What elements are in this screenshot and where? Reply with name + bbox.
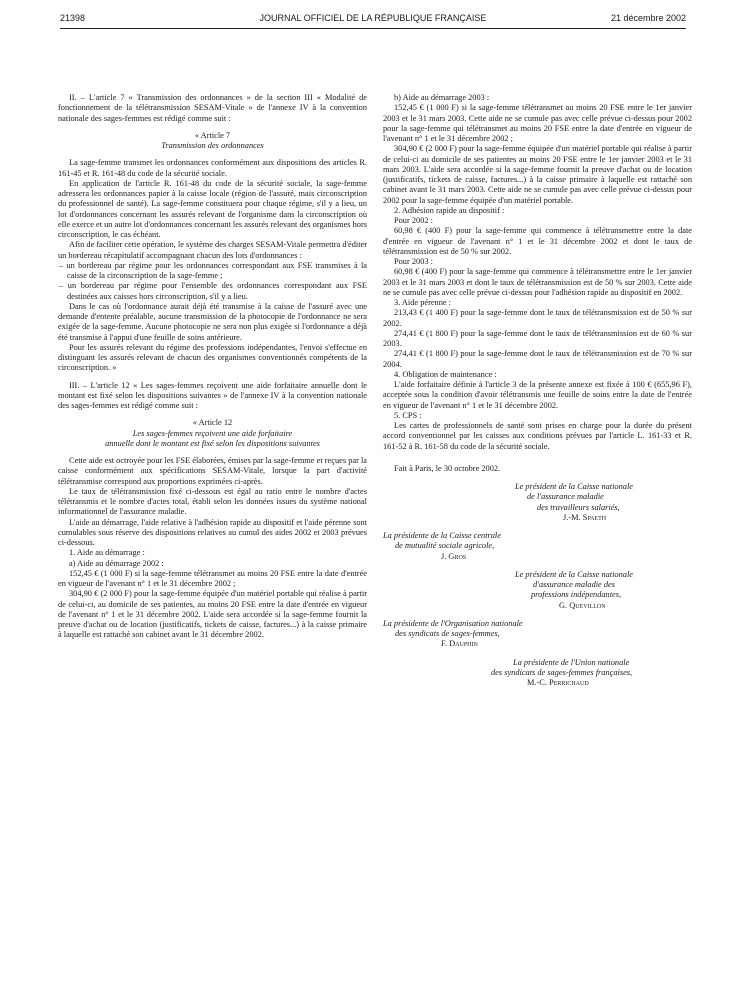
paragraph: 3. Aide pérenne : <box>394 298 451 307</box>
list-item: – un bordereau par régime pour l'ensemble des ordonnances correspondant aux FSE destinées aux caisses hors circonscription, s'il y a lieu. <box>59 281 367 301</box>
signatory-title: professions indépendantes, <box>531 590 622 600</box>
article-title: Les sages-femmes reçoivent une aide forfaitaire <box>132 428 293 438</box>
signature-block <box>383 482 692 523</box>
paragraph: Les cartes de professionnels de santé sont prises en charge pour la durée du présent accord conventionnel par les caisses aux conditions prévues par l'article L. 161-33 et R. 161-52 à R. 161-58 du code de la sécurité sociale. <box>383 421 692 451</box>
paragraph: 274,41 € (1 800 F) pour la sage-femme dont le taux de télétransmission est de 70 % sur 2004. <box>383 349 692 369</box>
paragraph: 5. CPS : <box>394 410 422 420</box>
article-title: Transmission des ordonnances <box>161 141 264 150</box>
page-header <box>60 13 686 27</box>
article-title: annuelle dont le montant est fixé selon les dispositions suivantes <box>105 438 320 448</box>
paragraph: 4. Obligation de maintenance : <box>394 369 497 379</box>
signatory-title: Le président de la Caisse nationale <box>515 482 633 491</box>
left-column <box>58 93 367 641</box>
paragraph: L'aide forfaitaire définie à l'article 3 de la présente annexe est fixée à 100 € (655,96 F), acceptée sous la condition d'avoir télétransmis une feuille de soins entre la date de l'entrée en vigueur de l'avenant n° 1 et le 31 décembre 2002. <box>383 380 692 410</box>
paragraph: b) Aide au démarrage 2003 : <box>394 93 490 102</box>
paragraph: II. – L'article 7 « Transmission des ordonnances » de la section III « Modalité de fonctionnement de la télétransmission SESAM-Vitale » de l'annexe IV à la convention nationale des sages-femmes est rédigé comme suit : <box>58 93 367 123</box>
signature-block <box>383 570 692 611</box>
signatory-title: d'assurance maladie des <box>533 580 615 589</box>
signature-block <box>383 531 692 562</box>
right-column <box>383 93 692 688</box>
paragraph: La sage-femme transmet les ordonnances conformément aux dispositions des articles R. 161-45 et R. 161-48 du code de la sécurité sociale. <box>58 158 367 178</box>
paragraph: En application de l'article R. 161-48 du code de la sécurité sociale, la sage-femme adressera les ordonnances papier à la caisse locale (région de l'assuré, mais circonscription du professionnel de santé). La sage-femme constituera pour chaque régime, s'il y a lieu, un lot d'ordonnances concernant les assurés relevant de l'organisme dans la circonscription où elle exerce et un autre lot d'ordonnances concernant les assurés relevant des organismes hors circonscription, le cas échéant. <box>58 178 367 239</box>
issue-date: 21 décembre 2002 <box>610 13 686 23</box>
paragraph: 274,41 € (1 800 F) pour la sage-femme dont le taux de télétransmission est de 60 % sur 2003. <box>383 328 692 348</box>
signatory-name: M.-C. Perrichaud <box>527 678 589 687</box>
list-item: – un bordereau par régime pour les ordonnances correspondant aux FSE transmises à la caisse de la circonscription de la sage-femme ; <box>59 260 367 280</box>
paragraph: 152,45 € (1 000 F) si la sage-femme télétransmet au moins 20 FSE entre le 1er janvier 2003 et le 31 mars 2003. Cette aide ne se cumule pas avec celle prévue ci-dessus pour 2002 pour la sage-femme qui télétransmet au moins 20 FSE entre la date d'entrée en vigueur de l'avenant n° 1 et le 31 décembre 2002 ; <box>383 103 692 143</box>
signatory-title: de mutualité sociale agricole, <box>395 541 495 551</box>
paragraph: L'aide au démarrage, l'aide relative à l'adhésion rapide au dispositif et l'aide pérenne sont cumulables sous réserve des dispositions relatives au cumul des aides 2002 et 2003 prévues ci-dessous. <box>58 517 367 547</box>
paragraph: 304,90 € (2 000 F) pour la sage-femme équipée d'un matériel portable qui réalise à partir de celui-ci au domicile de ses patientes au moins 20 FSE entre le 1er janvier 2003 et le 31 mars 2003. L'aide sera accordée si la sage-femme fournit la preuve d'achat ou de location (justificatifs, tickets de caisse, factures...) à la caisse primaire à laquelle est rattaché son cabinet avant le 31 mars 2003. Cette aide ne se cumule pas avec celle prévue ci-dessus pour 2002 pour la sage-femme équipée d'un matériel portable. <box>383 144 692 205</box>
signature-block <box>383 658 692 689</box>
paragraph: Afin de faciliter cette opération, le système des charges SESAM-Vitale permettra d'éditer un bordereau récapitulatif accompagnant chacun des lots d'ordonnances : <box>58 240 367 260</box>
signatory-title: des syndicats de sages-femmes françaises, <box>491 667 633 677</box>
signatory-name: J. Gros <box>441 551 467 561</box>
paragraph: Cette aide est octroyée pour les FSE élaborées, émises par la sage-femme et reçues par la caisse conformément aux spécifications SESAM-Vitale, lorsque la part d'activité télétransmise correspond aux proportions exprimées ci-après. <box>58 456 367 486</box>
paragraph: Le taux de télétransmission fixé ci-dessous est égal au ratio entre le nombre d'actes télétransmis et le nombre d'actes total, établi selon les données issues du système national informationnel de l'assurance maladie. <box>58 486 367 517</box>
signatory-name: F. Dauphin <box>441 639 478 649</box>
header-rule <box>60 28 686 29</box>
signatory-title: La présidente de l'Union nationale <box>513 657 630 667</box>
paragraph: Pour 2003 : <box>394 257 433 266</box>
paragraph: 60,98 € (400 F) pour la sage-femme qui commence à télétransmettre entre la date d'entrée en vigueur de l'avenant n° 1 et le 31 décembre 2002 et dont le taux de télétransmission est de 50 % sur 2002. <box>383 226 692 256</box>
paragraph: Pour les assurés relevant du régime des professions indépendantes, l'envoi s'effectue en distinguant les assurés relevant de chacun des organismes conventionnés compétents de la circonscription. » <box>58 342 367 373</box>
signatory-title: Le président de la Caisse nationale <box>515 569 633 579</box>
signatory-title: La présidente de la Caisse centrale <box>383 531 501 540</box>
signing-place-date: Fait à Paris, le 30 octobre 2002. <box>394 463 501 473</box>
signatory-name: G. Quevillon <box>559 600 606 610</box>
paragraph: 213,43 € (1 400 F) pour la sage-femme dont le taux de télétransmission est de 50 % sur 2002. <box>383 308 692 328</box>
journal-title: JOURNAL OFFICIEL DE LA RÉPUBLIQUE FRANÇAISE <box>259 13 487 23</box>
paragraph: 304,90 € (2 000 F) pour la sage-femme équipée d'un matériel portable qui réalise à partir de celui-ci, au domicile de ses patientes, au moins 20 FSE entre la date d'entrée en vigueur de l'avenant n° 1 et le 31 décembre 2002. L'aide sera accordée si la sage-femme fournit la preuve d'achat ou de location (justificatifs, tickets de caisse, factures...) à la caisse primaire à laquelle est rattaché son cabinet avant le 31 décembre 2002. <box>58 589 367 640</box>
paragraph: 1. Aide au démarrage : <box>69 548 145 558</box>
paragraph: 152,45 € (1 000 F) si la sage-femme télétransmet au moins 20 FSE entre la date d'entrée en vigueur de l'avenant n° 1 et le 31 décembre 2002 ; <box>58 568 367 588</box>
signatory-title: de l'assurance maladie <box>527 492 604 502</box>
article-heading: « Article 7 <box>194 130 231 140</box>
signatory-title: des travailleurs salariés, <box>537 502 620 512</box>
paragraph: Dans le cas où l'ordonnance aurait déjà été transmise à la caisse de l'assuré avec une demande d'entente préalable, aucune transmission de la photocopie de l'ordonnance ne sera exigée de la sage-femme. Aucune photocopie ne sera non plus exigée si l'ordonnance a déjà été transmise à l'appui d'une feuille de soins antérieure. <box>58 301 367 342</box>
paragraph: 2. Adhésion rapide au dispositif : <box>394 205 505 215</box>
signature-block <box>383 619 692 650</box>
signatory-name: J.-M. Spaeth <box>563 512 607 522</box>
article-heading: « Article 12 <box>192 418 233 428</box>
paragraph: a) Aide au démarrage 2002 : <box>69 558 164 568</box>
signatory-title: La présidente de l'Organisation nationale <box>383 618 523 628</box>
signatory-title: des syndicats de sages-femmes, <box>395 629 500 638</box>
paragraph: 60,98 € (400 F) pour la sage-femme qui commence à télétransmettre entre le 1er janvier 2003 et le 31 mars 2003 et dont le taux de télétransmission est de 50 % sur 2003. Cette aide ne se cumule pas avec celle prévue ci-dessus pour l'adhésion rapide au dispositif en 2002. <box>383 267 692 297</box>
paragraph: Pour 2002 : <box>394 216 433 225</box>
paragraph: III. – L'article 12 « Les sages-femmes reçoivent une aide forfaitaire annuelle dont le montant est fixé selon les dispositions suivantes » de l'annexe IV à la convention nationale des sages-femmes est rédigé comme suit : <box>58 380 367 410</box>
page-number: 21398 <box>60 13 86 23</box>
